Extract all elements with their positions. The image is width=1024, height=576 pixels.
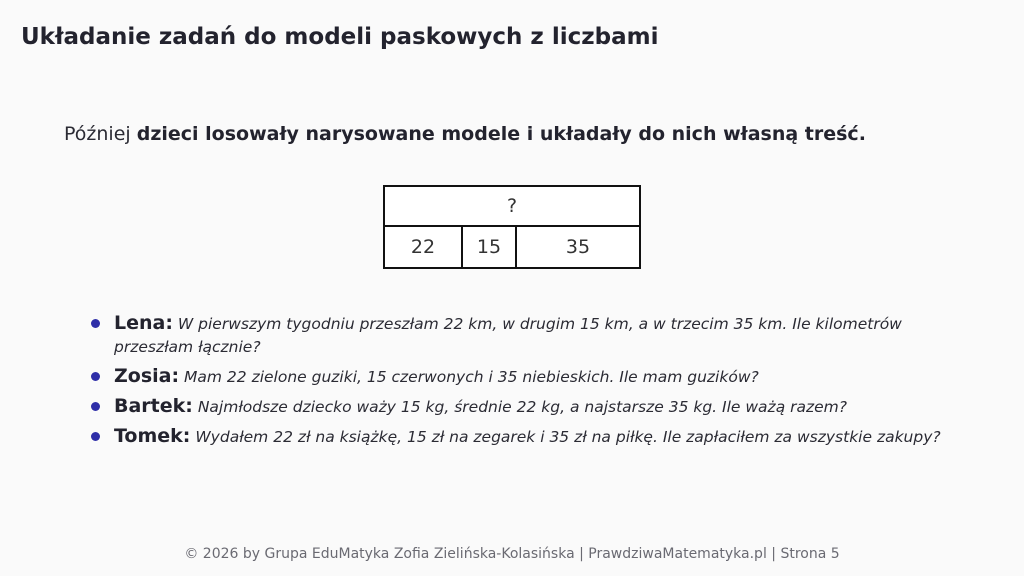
bullet-icon [91, 372, 100, 381]
story-text: Mam 22 zielone guziki, 15 czerwonych i 35 niebieskich. Ile mam guzików? [184, 368, 759, 386]
bar-model [383, 185, 641, 269]
bar-part-cell: 35 [565, 236, 591, 258]
story-text: Najmłodsze dziecko waży 15 kg, średnie 22 kg, a najstarsze 35 kg. Ile ważą razem? [197, 398, 847, 416]
list-item [90, 312, 970, 359]
list-item [90, 395, 970, 419]
bullet-icon [91, 319, 100, 328]
slide-title: Układanie zadań do modeli paskowych z liczbami [21, 24, 659, 50]
bullet-icon [91, 432, 100, 441]
intro-bold: dzieci losowały narysowane modele i układały do nich własną treść. [136, 123, 866, 145]
intro-text [64, 123, 866, 145]
story-author: Tomek: [114, 425, 191, 447]
bar-part-cell: 22 [385, 227, 463, 267]
bar-part-cell: 15 [463, 227, 517, 267]
story-list [90, 312, 970, 455]
story-author: Bartek: [114, 395, 193, 417]
bar-total-cell: ? [385, 187, 639, 227]
story-author: Zosia: [114, 365, 180, 387]
intro-prefix: Później [64, 123, 137, 145]
story-author: Lena: [114, 312, 173, 334]
story-text: Wydałem 22 zł na książkę, 15 zł na zegarek i 35 zł na piłkę. Ile zapłaciłem za wszystkie zakupy? [195, 428, 941, 446]
footer: © 2026 by Grupa EduMatyka Zofia Zielińska-Kolasińska | PrawdziwaMatematyka.pl | Strona 5 [184, 546, 840, 562]
bullet-icon [91, 402, 100, 411]
story-text: W pierwszym tygodniu przeszłam 22 km, w drugim 15 km, a w trzecim 35 km. Ile kilometrów przeszłam łącznie? [114, 315, 902, 356]
list-item [90, 365, 970, 389]
list-item [90, 425, 970, 449]
